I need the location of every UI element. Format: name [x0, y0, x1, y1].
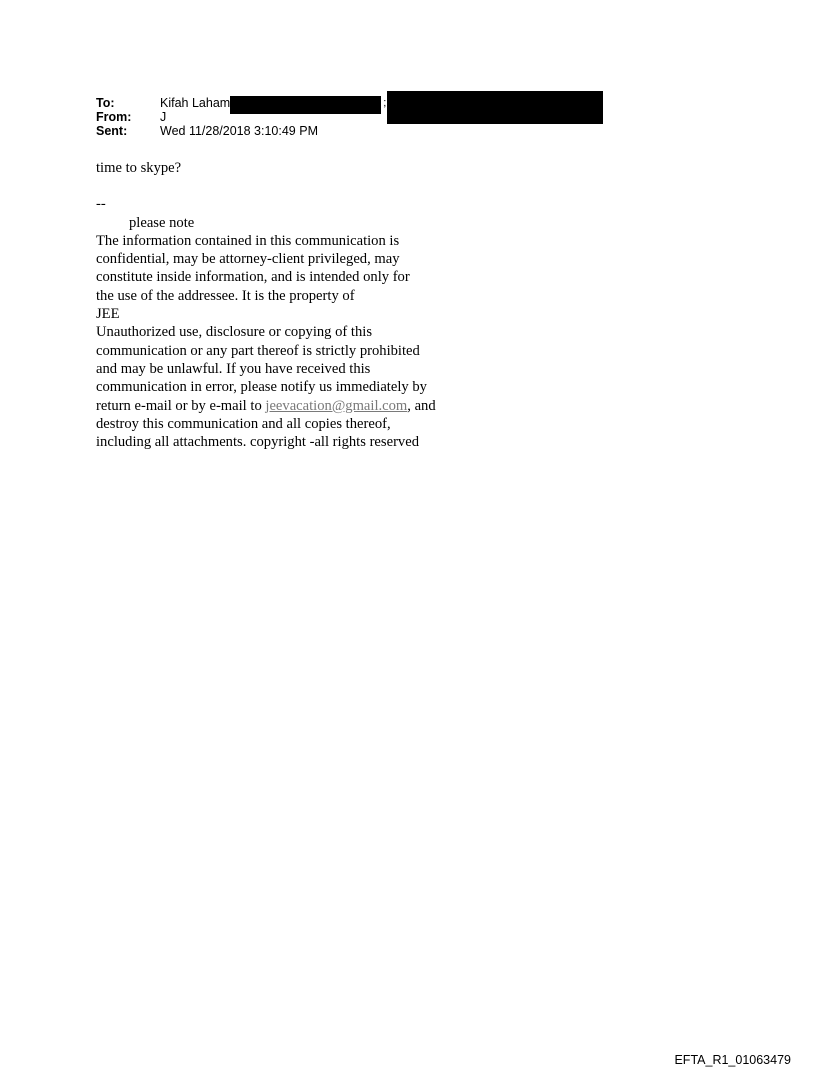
disclaimer-line: communication or any part thereof is strictly prohibited	[96, 342, 420, 359]
to-label: To:	[96, 96, 115, 110]
email-body	[96, 159, 496, 451]
disclaimer-line: and may be unlawful. If you have received this	[96, 360, 371, 377]
disclaimer-line-with-email	[96, 397, 496, 415]
email-header	[96, 96, 603, 138]
disclaimer-line: confidential, may be attorney-client privileged, may	[96, 251, 400, 268]
disclaimer-line: constitute inside information, and is intended only for	[96, 269, 410, 286]
from-label: From:	[96, 110, 132, 124]
signature-dash: --	[96, 196, 106, 213]
sent-row	[96, 124, 603, 138]
disclaimer-line: JEE	[96, 306, 120, 323]
recipient-separator: ;	[383, 97, 387, 109]
return-suffix: , and	[407, 397, 436, 414]
sent-value: Wed 11/28/2018 3:10:49 PM	[160, 124, 318, 138]
from-value: J	[160, 110, 167, 124]
disclaimer-line: The information contained in this communication is	[96, 232, 400, 249]
closing-line: including all attachments. copyright -all rights reserved	[96, 434, 419, 451]
to-value: Kifah Laham	[160, 96, 231, 110]
redaction-box	[387, 91, 603, 124]
disclaimer-line: communication in error, please notify us immediately by	[96, 379, 427, 396]
note-line: please note	[129, 214, 195, 231]
closing-line: destroy this communication and all copies thereof,	[96, 415, 391, 432]
document-id: EFTA_R1_01063479	[674, 1053, 791, 1067]
sent-label: Sent:	[96, 124, 128, 138]
disclaimer-line: the use of the addressee. It is the property of	[96, 287, 355, 304]
email-link[interactable]: jeevacation@gmail.com	[265, 397, 408, 414]
return-prefix: return e-mail or by e-mail to	[96, 397, 266, 414]
message-text: time to skype?	[96, 160, 182, 176]
redaction-box	[230, 96, 381, 114]
to-row	[96, 96, 603, 110]
disclaimer-line: Unauthorized use, disclosure or copying of this	[96, 324, 373, 341]
